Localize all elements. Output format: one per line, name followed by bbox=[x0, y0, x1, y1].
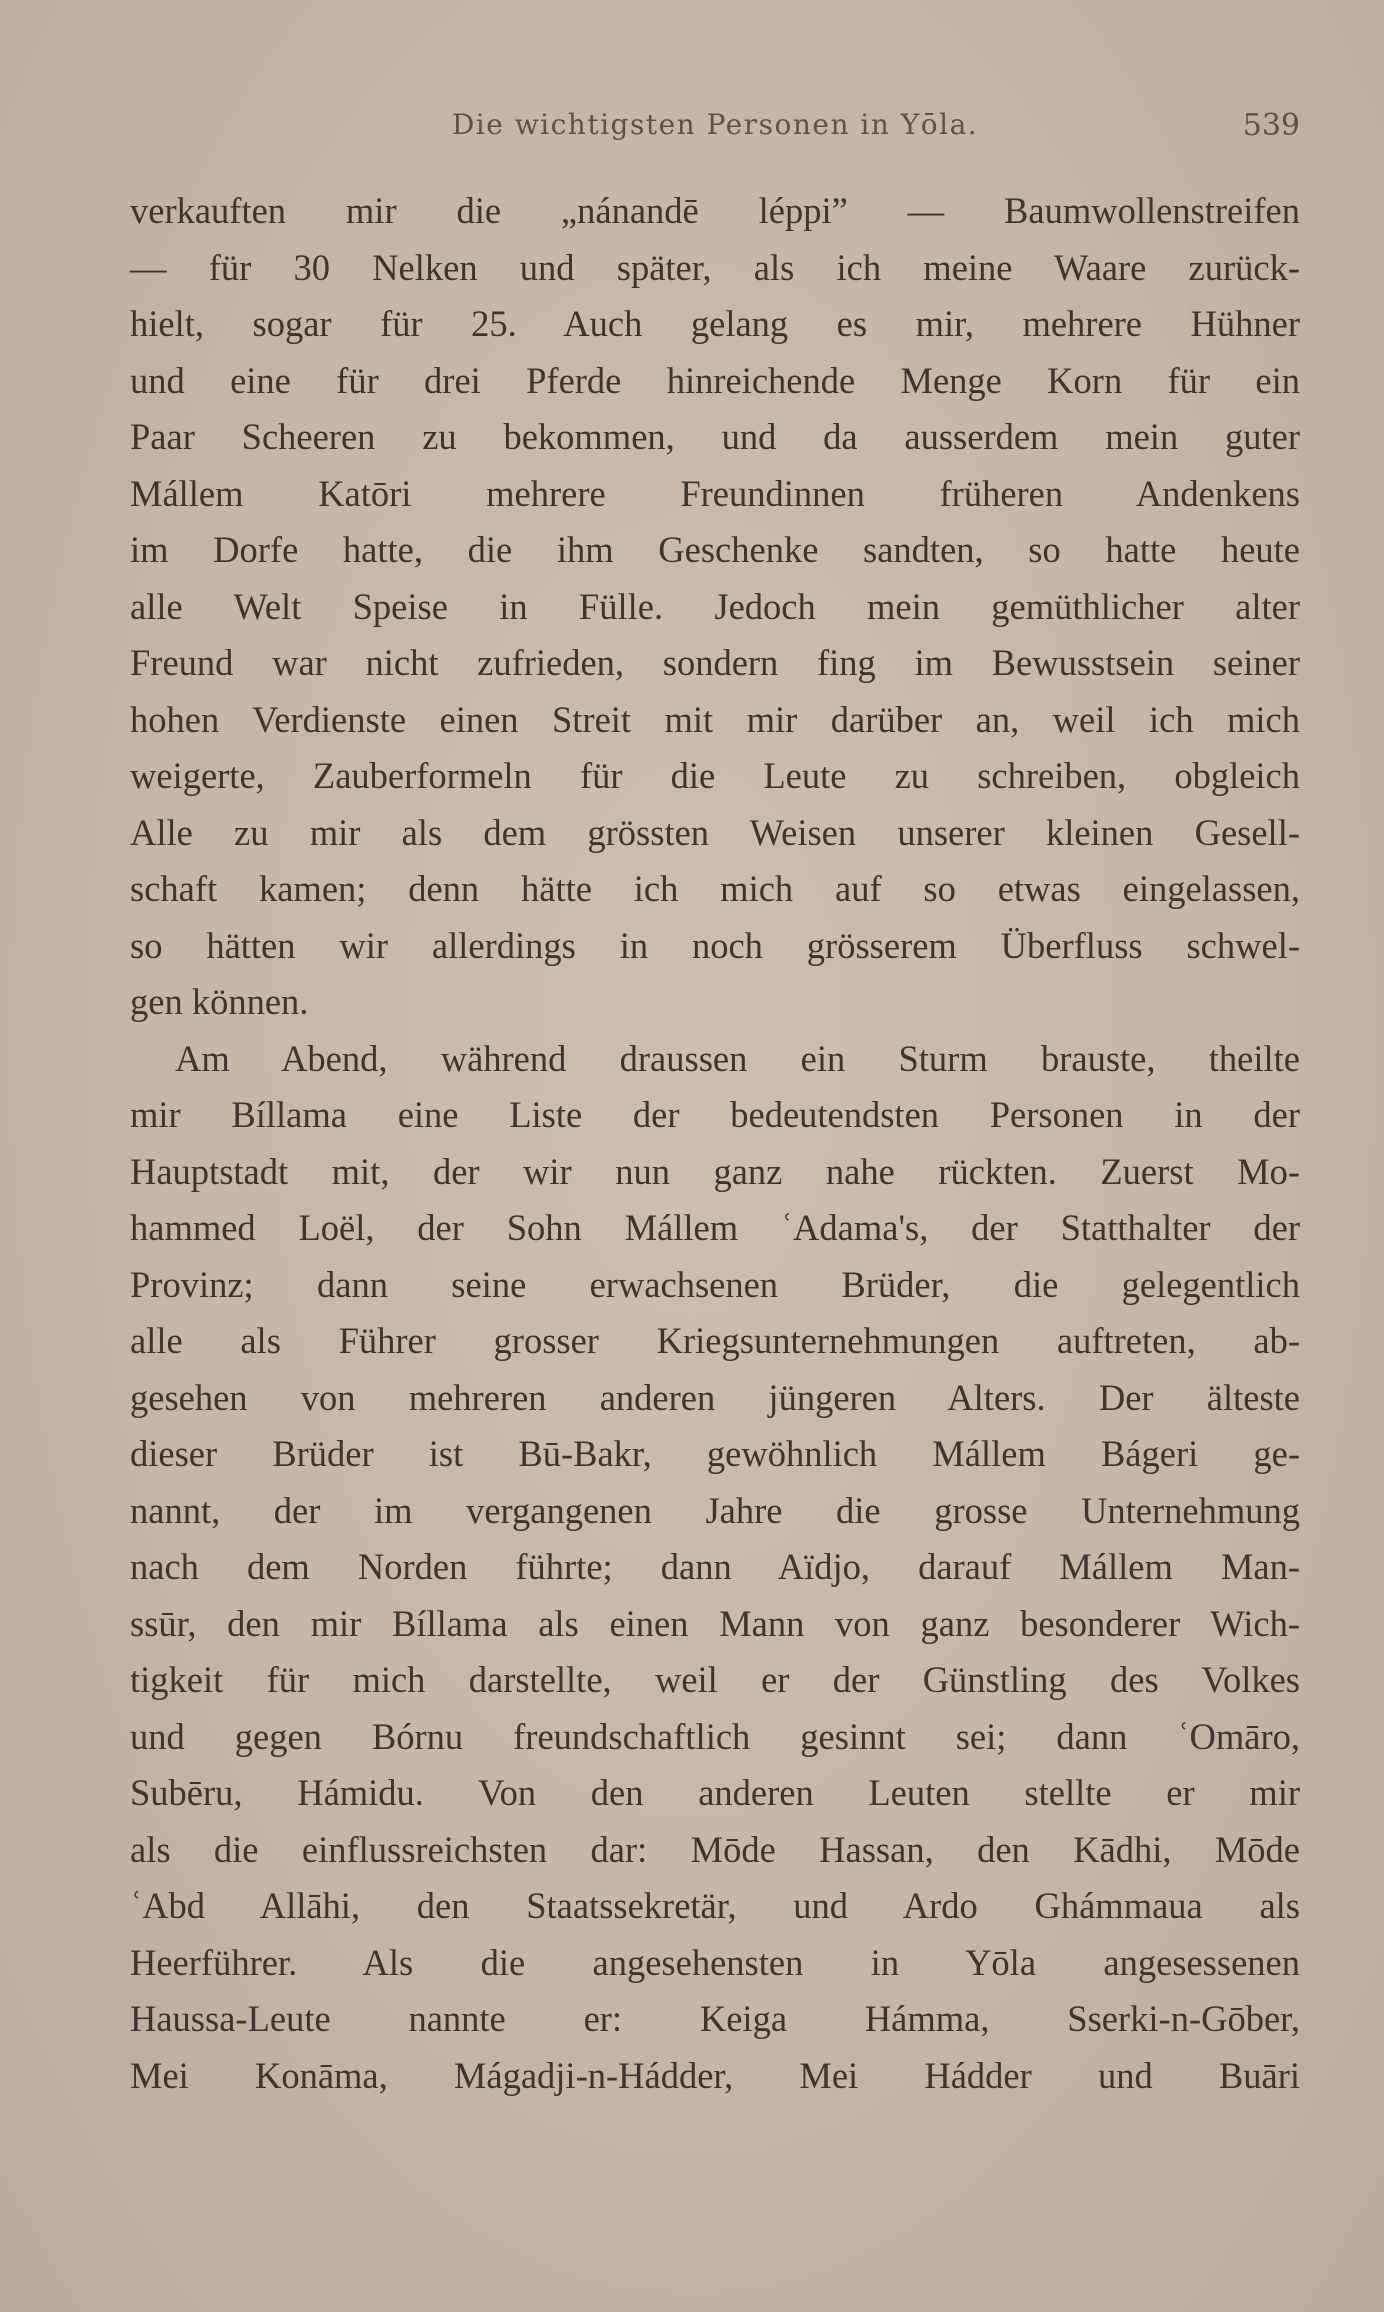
page-header bbox=[130, 108, 1300, 148]
text-line: Mei Konāma, Mágadji-n-Hádder, Mei Hádder und Buāri bbox=[130, 2054, 1300, 2096]
text-line: verkauften mir die „nánandē léppi” — Baumwollenstreifen bbox=[130, 190, 1300, 231]
text-line: und gegen Bórnu freundschaftlich gesinnt sei; dann ʿOmāro, bbox=[130, 1715, 1300, 1757]
text-line: hohen Verdienste einen Streit mit mir darüber an, weil ich mich bbox=[130, 698, 1300, 740]
text-line: hielt, sogar für 25. Auch gelang es mir, mehrere Hühner bbox=[130, 303, 1300, 344]
text-line: Alle zu mir als dem grössten Weisen unserer kleinen Gesell- bbox=[130, 811, 1300, 853]
text-line: gen können. bbox=[130, 981, 309, 1022]
paragraph-1 bbox=[130, 183, 1300, 1031]
text-line: Hauptstadt mit, der wir nun ganz nahe rückten. Zuerst Mo- bbox=[130, 1150, 1300, 1192]
page-number: 539 bbox=[1242, 108, 1300, 143]
paragraph-2 bbox=[130, 1031, 1300, 2105]
text-line: mir Bíllama eine Liste der bedeutendsten Personen in der bbox=[130, 1094, 1300, 1135]
text-line: schaft kamen; denn hätte ich mich auf so etwas eingelassen, bbox=[130, 868, 1300, 909]
text-line: Provinz; dann seine erwachsenen Brüder, die gelegentlich bbox=[130, 1263, 1300, 1305]
running-title: Die wichtigsten Personen in Yōla. bbox=[451, 108, 979, 141]
text-line: dieser Brüder ist Bū-Bakr, gewöhnlich Mállem Bágeri ge- bbox=[130, 1433, 1300, 1474]
text-line: nannt, der im vergangenen Jahre die grosse Unternehmung bbox=[130, 1489, 1300, 1531]
text-line: als die einflussreichsten dar: Mōde Hassan, den Kādhi, Mōde bbox=[130, 1828, 1300, 1870]
text-line: so hätten wir allerdings in noch grösserem Überfluss schwel- bbox=[130, 924, 1300, 966]
text-line: Haussa-Leute nannte er: Keiga Hámma, Sserki-n-Gōber, bbox=[130, 1998, 1300, 2039]
text-line: alle als Führer grosser Kriegsunternehmungen auftreten, ab- bbox=[130, 1320, 1300, 1361]
text-line: Am Abend, während draussen ein Sturm brauste, theilte bbox=[175, 1037, 1300, 1079]
text-line: Mállem Katōri mehrere Freundinnen früheren Andenkens bbox=[130, 472, 1300, 514]
text-line: und eine für drei Pferde hinreichende Menge Korn für ein bbox=[130, 359, 1300, 401]
text-line: nach dem Norden führte; dann Aïdjo, darauf Mállem Man- bbox=[130, 1546, 1300, 1587]
text-line: ssūr, den mir Bíllama als einen Mann von ganz besonderer Wich- bbox=[130, 1602, 1300, 1644]
text-line: tigkeit für mich darstellte, weil er der Günstling des Volkes bbox=[130, 1659, 1300, 1700]
text-line: Paar Scheeren zu bekommen, und da ausserdem mein guter bbox=[130, 416, 1300, 457]
text-line: ʿAbd Allāhi, den Staatssekretär, und Ardo Ghámmaua als bbox=[130, 1885, 1300, 1926]
text-line: Subēru, Hámidu. Von den anderen Leuten stellte er mir bbox=[130, 1772, 1300, 1813]
text-line: weigerte, Zauberformeln für die Leute zu schreiben, obgleich bbox=[130, 755, 1300, 796]
text-line: Freund war nicht zufrieden, sondern fing im Bewusstsein seiner bbox=[130, 642, 1300, 683]
text-line: alle Welt Speise in Fülle. Jedoch mein gemüthlicher alter bbox=[130, 585, 1300, 627]
body-text bbox=[130, 183, 1300, 2104]
text-line: hammed Loël, der Sohn Mállem ʿAdama's, der Statthalter der bbox=[130, 1207, 1300, 1248]
text-line: — für 30 Nelken und später, als ich meine Waare zurück- bbox=[130, 246, 1300, 288]
text-line: Heerführer. Als die angesehensten in Yōla angesessenen bbox=[130, 1941, 1300, 1983]
text-line: im Dorfe hatte, die ihm Geschenke sandten, so hatte heute bbox=[130, 529, 1300, 570]
text-line: gesehen von mehreren anderen jüngeren Alters. Der älteste bbox=[130, 1376, 1300, 1418]
